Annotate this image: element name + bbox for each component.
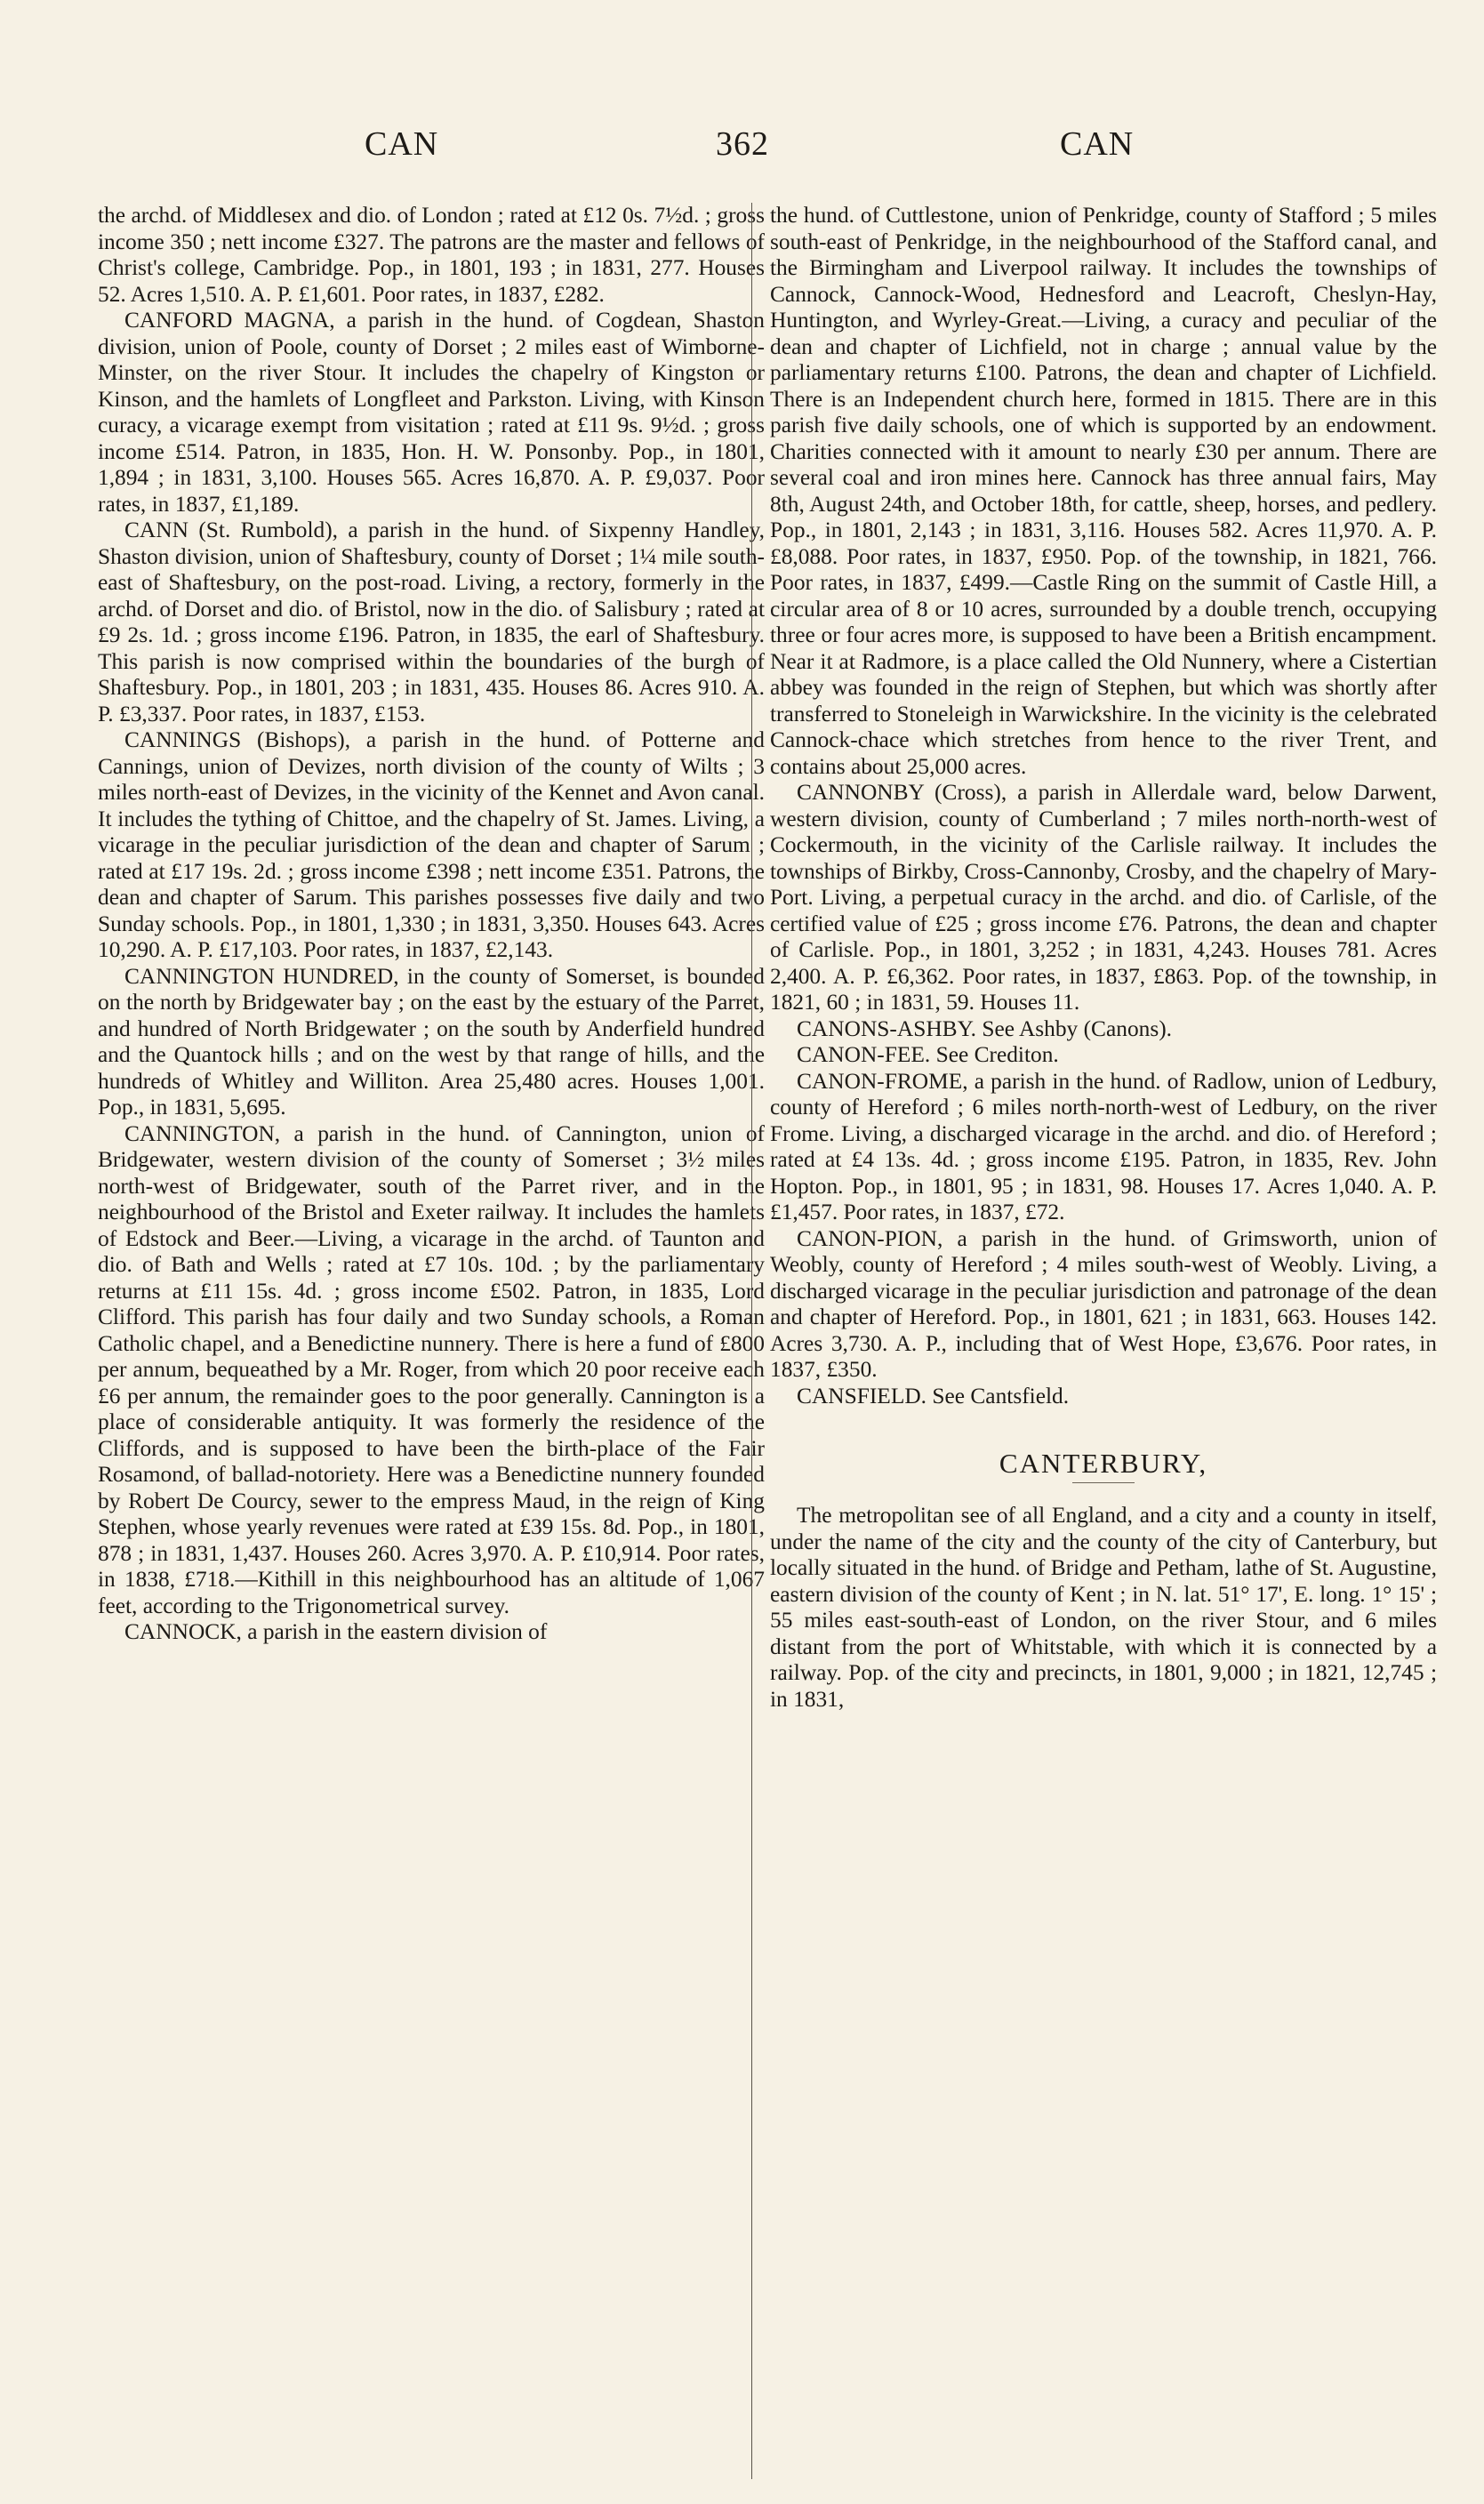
right-column — [770, 203, 1437, 2479]
entry-canon-frome: CANON-FROME, a parish in the hund. of Radlow, union of Ledbury, county of Hereford ; 6 miles north-north-west of Ledbury, on the river Frome. Living, a discharged vicarage in the archd. and dio. of Hereford ; rated at £4 13s. 4d. ; gross income £195. Patron, in 1835, Rev. John Hopton. Pop., in 1801, 95 ; in 1831, 98. Houses 17. Acres 1,040. A. P. £1,457. Poor rates, in 1837, £72. — [770, 1068, 1437, 1224]
entry-cannonby-cross: CANNONBY (Cross), a parish in Allerdale ward, below Darwent, western division, county of Cumberland ; 7 miles north-north-west of Cockermouth, in the vicinity of the Carlisle railway. It includes the townships of Birkby, Cross-Cannonby, Crosby, and the chapelry of Mary-Port. Living, a perpetual curacy in the archd. and dio. of Carlisle, of the certified value of £25 ; gross income £76. Patrons, the dean and chapter of Carlisle. Pop., in 1801, 3,252 ; in 1831, 4,243. Houses 781. Acres 2,400. A. P. £6,362. Poor rates, in 1837, £863. Pop. of the township, in 1821, 60 ; in 1831, 59. Houses 11. — [770, 780, 1437, 1015]
entry-cansfield: CANSFIELD. See Cantsfield. — [797, 1383, 1070, 1408]
entry-cannock-continuation: the hund. of Cuttlestone, union of Penkridge, county of Stafford ; 5 miles south-east of Penkridge, in the neighbourhood of the Stafford canal, and the Birmingham and Liverpool railway. It includes the townships of Cannock, Cannock-Wood, Hednesford and Leacroft, Cheslyn-Hay, Huntington, and Wyrley-Great.—Living, a curacy and peculiar of the dean and chapter of Lichfield, not in charge ; annual value by the parliamentary returns £100. Patrons, the dean and chapter of Lichfield. There is an Independent church here, formed in 1815. There are in this parish five daily schools, one of which is supported by an endowment. Charities connected with it amount to nearly £30 per annum. There are several coal and iron mines here. Cannock has three annual fairs, May 8th, August 24th, and October 18th, for cattle, sheep, horses, and pedlery. Pop., in 1801, 2,143 ; in 1831, 3,116. Houses 582. Acres 11,970. A. P. £8,088. Poor rates, in 1837, £950. Pop. of the township, in 1821, 766. Poor rates, in 1837, £499.—Castle Ring on the summit of Castle Hill, a circular area of 8 or 10 acres, surrounded by a double trench, occupying three or four acres more, is supposed to have been a British encampment. Near it at Radmore, is a place called the Old Nunnery, where a Cistertian abbey was founded in the reign of Stephen, but which was shortly after transferred to Stoneleigh in Warwickshire. In the vicinity is the celebrated Cannock-chace which stretches from hence to the river Trent, and contains about 25,000 acres. — [770, 203, 1437, 779]
canterbury-body: The metropolitan see of all England, and a city and a county in itself, under the name of the city and the county of the city of Canterbury, but locally situated in the hund. of Bridge and Petham, lathe of St. Augustine, eastern division of the county of Kent ; in N. lat. 51° 17', E. long. 1° 15' ; 55 miles east-south-east of London, on the river Stour, and 6 miles distant from the port of Whitstable, with which it is connected by a railway. Pop. of the city and precincts, in 1801, 9,000 ; in 1821, 12,745 ; in 1831, — [770, 1503, 1437, 1712]
entry-cannington: CANNINGTON, a parish in the hund. of Cannington, union of Bridgewater, western division of the county of Somerset ; 3½ miles north-west of Bridgewater, south of the Parret river, and in the neighbourhood of the Bristol and Exeter railway. It includes the hamlets of Edstock and Beer.—Living, a vicarage in the archd. of Taunton and dio. of Bath and Wells ; rated at £7 10s. 10d. ; by the parliamentary returns at £11 15s. 4d. ; gross income £502. Patron, in 1835, Lord Clifford. This parish has four daily and two Sunday schools, a Roman Catholic chapel, and a Benedictine nunnery. There is here a fund of £800 per annum, bequeathed by a Mr. Roger, from which 20 poor receive each £6 per annum, the remainder goes to the poor generally. Cannington is a place of considerable antiquity. It was formerly the residence of the Cliffords, and is supposed to have been the birth-place of the Fair Rosamond, of ballad-notoriety. Here was a Benedictine nunnery founded by Robert De Courcy, sewer to the empress Maud, in the reign of King Stephen, whose yearly revenues were rated at £39 15s. 8d. Pop., in 1801, 878 ; in 1831, 1,437. Houses 260. Acres 3,970. A. P. £10,914. Poor rates, in 1838, £718.—Kithill in this neighbourhood has an altitude of 1,067 feet, according to the Trigonometrical survey. — [98, 1120, 765, 1618]
entry-continuation-middlesex: the archd. of Middlesex and dio. of London ; rated at £12 0s. 7½d. ; gross income 350 ; nett income £327. The patrons are the master and fellows of Christ's college, Cambridge. Pop., in 1801, 193 ; in 1831, 277. Houses 52. Acres 1,510. A. P. £1,601. Poor rates, in 1837, £282. — [98, 203, 765, 307]
entry-cannings-bishops: CANNINGS (Bishops), a parish in the hund. of Potterne and Cannings, union of Devizes, north division of the county of Wilts ; 3 miles north-east of Devizes, in the vicinity of the Kennet and Avon canal. It includes the tything of Chittoe, and the chapelry of St. James. Living, a vicarage in the peculiar jurisdiction of the dean and chapter of Sarum ; rated at £17 19s. 2d. ; gross income £398 ; nett income £351. Patrons, the dean and chapter of Sarum. This parishes possesses five daily and two Sunday schools. Pop., in 1801, 1,330 ; in 1831, 3,350. Houses 643. Acres 10,290. A. P. £17,103. Poor rates, in 1837, £2,143. — [98, 727, 765, 962]
page-number: 362 — [716, 125, 769, 163]
canterbury-heading: CANTERBURY, — [770, 1449, 1437, 1483]
running-head-left: CAN — [365, 125, 439, 163]
entry-cannock-start: CANNOCK, a parish in the eastern division of — [124, 1619, 548, 1644]
running-head-right: CAN — [1060, 125, 1135, 163]
running-head — [0, 124, 1484, 178]
entry-canons-ashby: CANONS-ASHBY. See Ashby (Canons). — [797, 1015, 1173, 1041]
column-divider — [751, 203, 752, 2479]
entry-cannington-hundred: CANNINGTON HUNDRED, in the county of Somerset, is bounded on the north by Bridgewater bay ; on the east by the estuary of the Parret, and hundred of North Bridgewater ; on the south by Anderfield hundred and the Quantock hills ; and on the west by that range of hills, and the hundreds of Whitley and Williton. Area 25,480 acres. Houses 1,001. Pop., in 1831, 5,695. — [98, 963, 765, 1120]
entry-canon-pion: CANON-PION, a parish in the hund. of Grimsworth, union of Weobly, county of Hereford ; 4 miles south-west of Weobly. Living, a discharged vicarage in the peculiar jurisdiction and patronage of the dean and chapter of Hereford. Pop., in 1801, 621 ; in 1831, 663. Houses 142. Acres 3,730. A. P., including that of West Hope, £3,676. Poor rates, in 1837, £350. — [770, 1225, 1437, 1382]
left-column — [98, 203, 765, 2479]
entry-canford-magna: CANFORD MAGNA, a parish in the hund. of Cogdean, Shaston division, union of Poole, county of Dorset ; 2 miles east of Wimborne-Minster, on the river Stour. It includes the chapelry of Kingston or Kinson, and the hamlets of Longfleet and Parkston. Living, with Kinson curacy, a vicarage exempt from visitation ; rated at £11 9s. 9½d. ; gross income £514. Patron, in 1835, Hon. H. W. Ponsonby. Pop., in 1801, 1,894 ; in 1831, 3,100. Houses 565. Acres 16,870. A. P. £9,037. Poor rates, in 1837, £1,189. — [98, 308, 765, 517]
entry-canon-fee: CANON-FEE. See Crediton. — [797, 1042, 1059, 1067]
entry-cann: CANN (St. Rumbold), a parish in the hund. of Sixpenny Handley, Shaston division, union of Shaftesbury, county of Dorset ; 1¼ mile south-east of Shaftesbury, on the post-road. Living, a rectory, formerly in the archd. of Dorset and dio. of Bristol, now in the dio. of Salisbury ; rated at £9 2s. 1d. ; gross income £196. Patron, in 1835, the earl of Shaftesbury. This parish is now comprised within the boundaries of the burgh of Shaftesbury. Pop., in 1801, 203 ; in 1831, 435. Houses 86. Acres 910. A. P. £3,337. Poor rates, in 1837, £153. — [98, 518, 765, 726]
